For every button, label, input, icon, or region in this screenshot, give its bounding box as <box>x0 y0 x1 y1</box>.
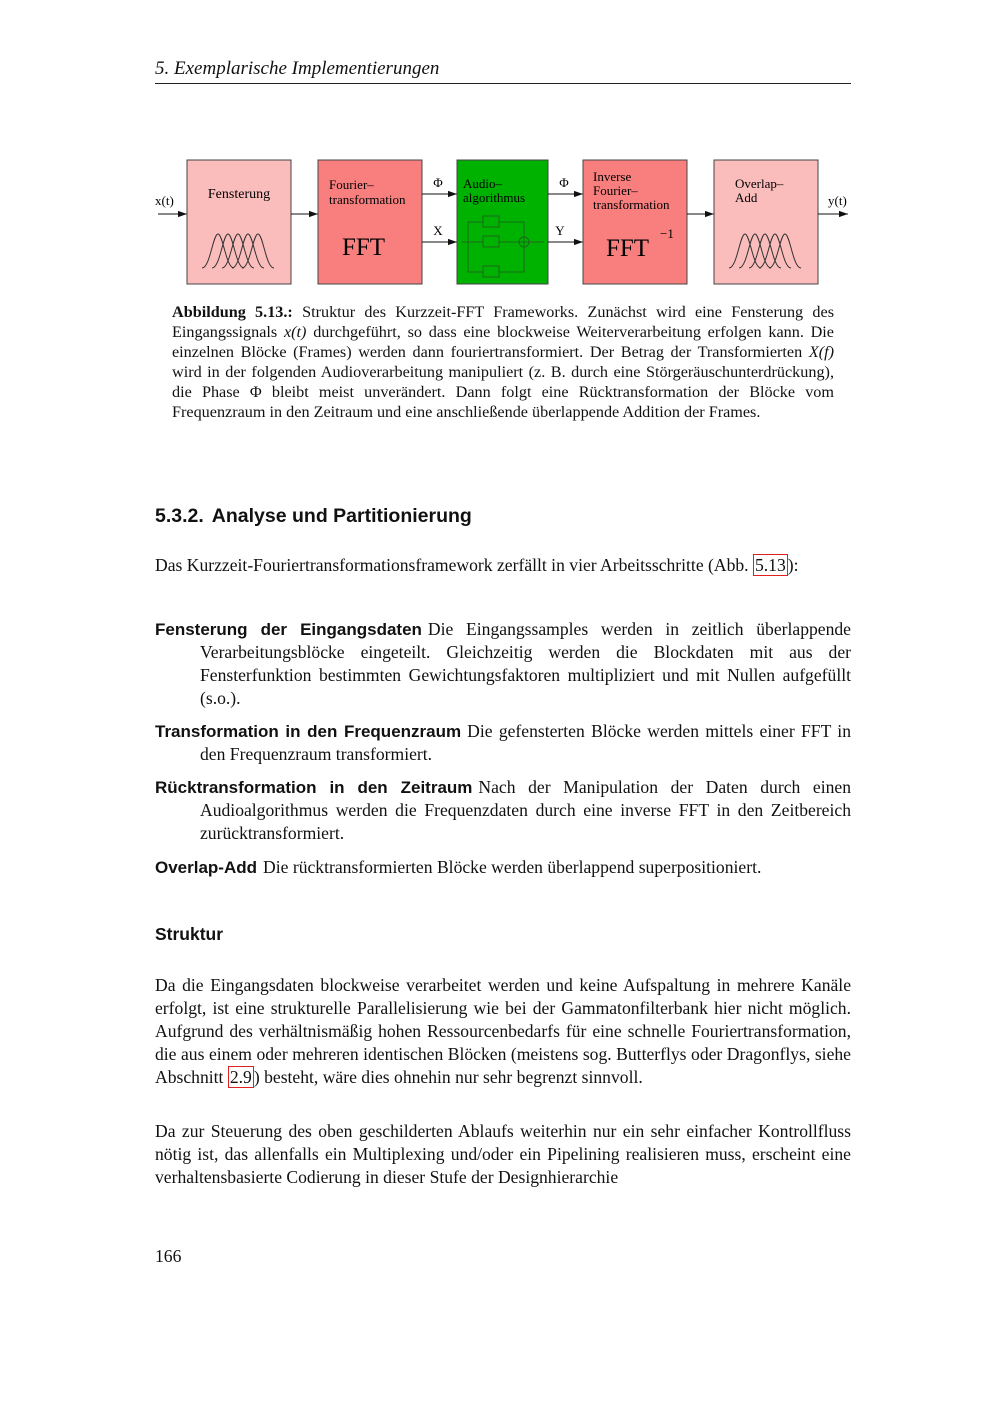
item-term: Fensterung der Eingangsdaten <box>155 620 422 639</box>
page-number: 166 <box>155 1246 182 1266</box>
y-out-label: Y <box>555 223 565 238</box>
item-text: Die rücktransformierten Blöcke werden überlappend superpositioniert. <box>263 857 762 877</box>
caption-text-2: durchgeführt, so dass eine blockweise Weiterverarbeitung erfolgen kann. Die einzelnen Blöcke (Frames) werden dann fouriertransformiert. Der Betrag der Transformierten <box>172 323 834 361</box>
figure-caption <box>172 302 834 422</box>
item-term: Rücktransformation in den Zeitraum <box>155 778 473 797</box>
item-text: Die gefensterten Blöcke werden mittels einer FFT in den Frequenzraum transformiert. <box>200 721 851 764</box>
intro-text-end: ): <box>787 555 799 575</box>
ifft-label-line3: transformation <box>593 197 670 212</box>
ifft-label-line1: Inverse <box>593 169 632 184</box>
running-header <box>155 58 851 84</box>
overlap-label-line2: Add <box>735 190 758 205</box>
output-label: y(t) <box>828 193 847 208</box>
figure-ref-link[interactable]: 5.13 <box>754 555 786 575</box>
list-item <box>155 856 851 879</box>
ifft-symbol: FFT <box>606 235 650 262</box>
para1-text: Da die Eingangsdaten blockweise verarbeitet werden und keine Aufspaltung in mehrere Kanäle erfolgt, ist eine strukturelle Parallelisierung wie bei der Gammatonfilterbank hier nicht möglich. Aufgrund des verhältnismäßig hohen Ressourcenbedarfs für eine schnelle Fouriertransformation, die aus einem oder mehreren identischen Blöcken (meistens sog. Butterflys oder Dragonflys, siehe Abschnitt <box>155 975 851 1087</box>
structure-paragraph-1 <box>155 974 851 1089</box>
para2-text: Da zur Steuerung des oben geschilderten Ablaufs weiterhin nur ein sehr einfacher Kontrollfluss nötig ist, das allenfalls ein Multiplexing und/oder ein Pipelining realisieren muss, erscheint eine verhaltensbasierte Codierung in dieser Stufe der Designhierarchie <box>155 1121 851 1187</box>
fensterung-label: Fensterung <box>207 187 271 202</box>
caption-label: Abbildung 5.13.: <box>172 303 293 321</box>
section-number: 5.3.2. <box>155 505 204 527</box>
header-title: 5. Exemplarische Implementierungen <box>155 58 440 79</box>
section-title: Analyse und Partitionierung <box>211 505 472 527</box>
fft-symbol: FFT <box>342 234 386 261</box>
fensterung-block <box>187 160 291 284</box>
item-text: Die Eingangssamples werden in zeitlich überlappende Verarbeitungsblöcke eingeteilt. Gleichzeitig werden die Blockdaten mit aus der Fensterfunktion bestimmten Gewichtungsfaktoren multipliziert und mit Nullen aufgefüllt (s.o.). <box>200 619 851 708</box>
list-item <box>155 776 851 845</box>
para1-text-end: ) besteht, wäre dies ohnehin nur sehr begrenzt sinnvoll. <box>253 1067 643 1087</box>
caption-text-1: Struktur des Kurzzeit-FFT Frameworks. Zunächst wird eine Fensterung des Eingangssignals <box>172 303 834 341</box>
caption-text-3: wird in der folgenden Audioverarbeitung manipuliert (z. B. durch eine Störgeräuschunterdrückung), die Phase Φ bleibt meist unverändert. Dann folgt eine Rücktransformation der Blöcke vom Frequenzraum in den Zeitraum und eine anschließende überlappende Addition der Frames. <box>172 363 834 421</box>
list-item <box>155 720 851 766</box>
intro-text: Das Kurzzeit-Fouriertransformationsframework zerfällt in vier Arbeitsschritte (Abb. <box>155 555 753 575</box>
phi-in-label: Φ <box>433 175 443 190</box>
list-item <box>155 618 851 710</box>
subsection-heading: Struktur <box>155 924 224 944</box>
section-heading <box>155 505 472 528</box>
caption-xt: x(t) <box>283 323 307 341</box>
structure-paragraph-2 <box>155 1120 851 1189</box>
stft-block-diagram <box>150 150 860 290</box>
fft-label-line1: Fourier– <box>329 177 374 192</box>
item-term: Overlap-Add <box>155 858 258 877</box>
intro-paragraph <box>155 554 851 577</box>
overlap-label-line1: Overlap– <box>735 176 784 191</box>
item-text: Nach der Manipulation der Daten durch einen Audioalgorithmus werden die Frequenzdaten durch eine inverse FFT in den Zeitbereich zurücktransformiert. <box>200 777 852 843</box>
ifft-label-line2: Fourier– <box>593 183 638 198</box>
phi-out-label: Φ <box>559 175 569 190</box>
audio-label-line2: algorithmus <box>463 190 526 205</box>
ifft-exponent: −1 <box>660 226 674 241</box>
caption-xf: X(f) <box>808 343 834 361</box>
fft-label-line2: transformation <box>329 192 406 207</box>
item-term: Transformation in den Frequenzraum <box>155 722 462 741</box>
x-in-label: X <box>433 223 443 238</box>
input-label: x(t) <box>155 193 174 208</box>
audio-label-line1: Audio– <box>463 176 502 191</box>
section-ref-link[interactable]: 2.9 <box>229 1067 252 1087</box>
